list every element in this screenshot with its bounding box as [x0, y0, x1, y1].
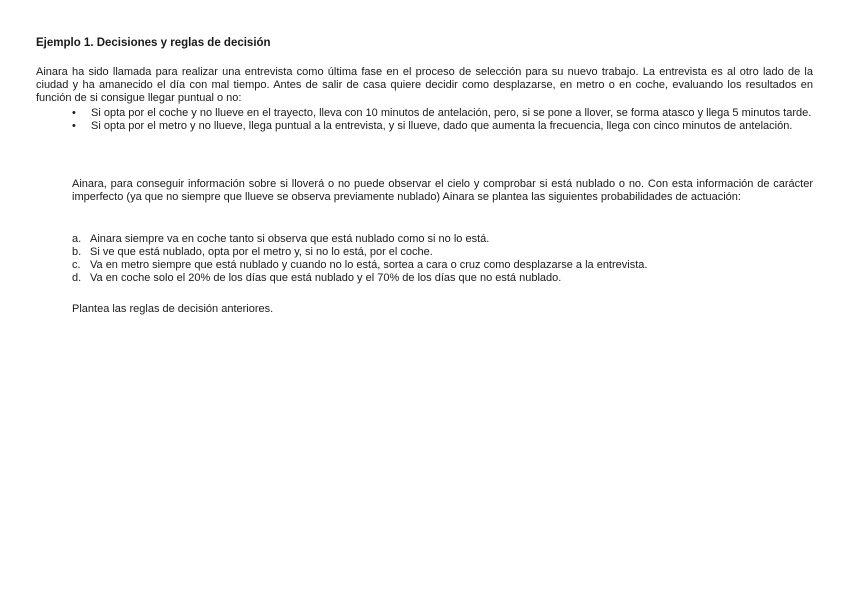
option-label: d.	[72, 272, 82, 284]
bullet-marker: •	[72, 120, 76, 132]
option-label: c.	[72, 259, 81, 271]
option-text: Si ve que está nublado, opta por el metro y, si no lo está, por el coche.	[90, 246, 433, 258]
option-label: b.	[72, 246, 82, 258]
list-item	[72, 272, 813, 285]
option-text: Va en metro siempre que está nublado y cuando no lo está, sortea a cara o cruz como desplazarse a la entrevista.	[90, 259, 648, 271]
document-title: Ejemplo 1. Decisiones y reglas de decisión	[36, 37, 271, 49]
list-item-text: Si opta por el metro y no llueve, llega puntual a la entrevista, y si llueve, dado que aumenta la frecuencia, llega con cinco minutos de antelación.	[91, 120, 793, 132]
option-label: a.	[72, 233, 82, 245]
list-item	[72, 120, 813, 133]
intro-paragraph: Ainara ha sido llamada para realizar una entrevista como última fase en el proceso de selección para su nuevo trabajo. La entrevista es al otro lado de la ciudad y ha amanecido el día con mal tiempo. Antes de salir de casa quiere decidir como desplazarse, en metro o en coche, evaluando los resultados en función de si consigue llegar puntual o no:	[36, 66, 813, 104]
list-item-text: Si opta por el coche y no llueve en el trayecto, lleva con 10 minutos de antelación, pero, si se pone a llover, se forma atasco y llega 5 minutos tarde.	[91, 107, 812, 119]
closing-instruction: Plantea las reglas de decisión anteriores.	[72, 303, 274, 315]
list-item	[72, 259, 813, 272]
list-item	[72, 107, 813, 120]
bullet-marker: •	[72, 107, 76, 119]
options-list	[72, 233, 813, 285]
list-item	[72, 246, 813, 259]
option-text: Va en coche solo el 20% de los días que está nublado y el 70% de los días que no está nublado.	[90, 272, 562, 284]
option-text: Ainara siempre va en coche tanto si observa que está nublado como si no lo está.	[90, 233, 490, 245]
outcomes-list	[72, 107, 813, 133]
list-item	[72, 233, 813, 246]
information-paragraph: Ainara, para conseguir información sobre si lloverá o no puede observar el cielo y comprobar si está nublado o no. Con esta información de carácter imperfecto (ya que no siempre que llueve se observa previamente nublado) Ainara se plantea las siguientes probabilidades de actuación:	[72, 178, 813, 203]
